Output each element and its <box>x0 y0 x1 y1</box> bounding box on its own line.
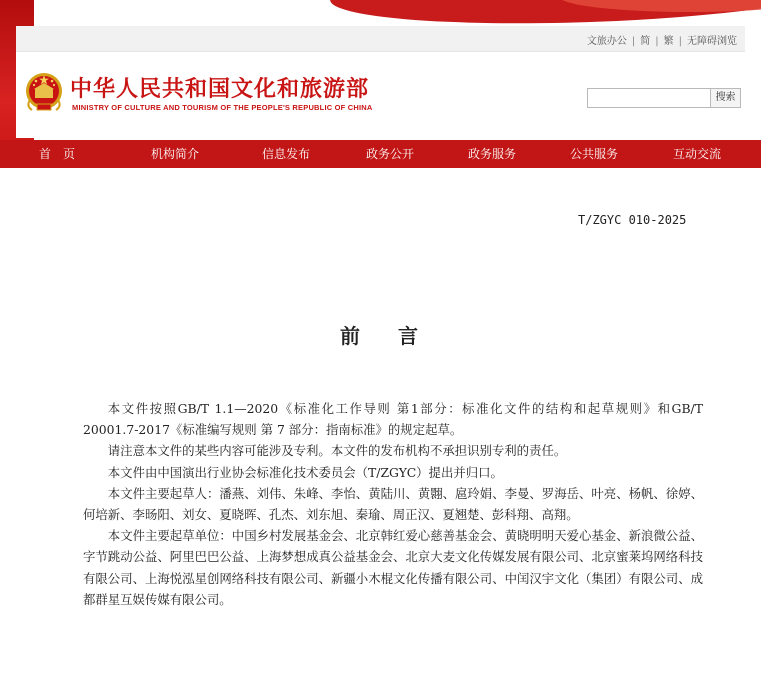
document-body <box>83 398 703 610</box>
util-link-office[interactable]: 文旅办公 <box>586 36 627 47</box>
nav-item-news[interactable]: 信息发布 <box>262 147 311 161</box>
document-paragraph: 本文件主要起草人：潘燕、刘伟、朱峰、李怡、黄陆川、黄翾、扈玲娟、李曼、罗海岳、叶亮、杨帆、徐婷、何培新、李旸阳、刘女、夏晓晖、孔杰、刘东旭、秦瑜、周正汉、夏翘楚、彭科翔、高翔。 <box>83 485 703 523</box>
utility-bar <box>16 26 745 52</box>
util-separator: | <box>678 36 682 47</box>
site-title-english: MINISTRY OF CULTURE AND TOURISM OF THE PEOPLE'S REPUBLIC OF CHINA <box>72 103 373 112</box>
document-paragraph: 本文件由中国演出行业协会标准化技术委员会（T/ZGYC）提出并归口。 <box>107 464 503 480</box>
nav-item-home[interactable]: 首 页 <box>39 147 76 161</box>
utility-links <box>587 32 737 47</box>
document-paragraph: 本文件主要起草单位：中国乡村发展基金会、北京韩红爱心慈善基金会、黄晓明明天爱心基金、新浪微公益、字节跳动公益、阿里巴巴公益、上海梦想成真公益基金会、北京大麦文化传媒发展有限公司、北京蜜莱坞网络科技有限公司、上海悦泓星创网络科技有限公司、新疆小木棍文化传播有限公司、中闰汉宇文化（集团）有限公司、成都群星互娱传媒有限公司。 <box>83 528 703 607</box>
util-link-traditional[interactable]: 繁 <box>663 36 674 47</box>
nav-item-gov-affairs[interactable]: 政务公开 <box>366 147 415 161</box>
document-paragraph: 本文件按照GB/T 1.1—2020《标准化工作导则 第1部分：标准化文件的结构和起草规则》和GB/T 20001.7-2017《标准编写规则 第 7 部分：指南标准》的规定起草。 <box>83 401 703 438</box>
nav-item-interaction[interactable]: 互动交流 <box>673 147 722 161</box>
document-heading: 前言 <box>340 324 456 348</box>
util-separator: | <box>631 36 636 47</box>
site-title[interactable]: 中华人民共和国文化和旅游部 <box>70 77 370 102</box>
util-link-simplified[interactable]: 简 <box>640 36 651 47</box>
national-emblem-icon[interactable] <box>24 70 64 114</box>
main-nav <box>0 140 761 168</box>
header-card <box>16 26 745 138</box>
nav-item-public-services[interactable]: 公共服务 <box>570 147 619 161</box>
nav-item-gov-services[interactable]: 政务服务 <box>468 147 517 161</box>
document-code: T/ZGYC 010-2025 <box>578 213 687 227</box>
util-link-accessibility[interactable]: 无障碍浏览 <box>687 36 737 47</box>
search-button[interactable]: 搜索 <box>711 88 741 108</box>
search-input[interactable] <box>587 88 711 108</box>
util-separator: | <box>655 36 659 47</box>
document-paragraph: 请注意本文件的某些内容可能涉及专利。本文件的发布机构不承担识别专利的责任。 <box>107 443 567 459</box>
nav-item-about[interactable]: 机构简介 <box>151 147 200 161</box>
